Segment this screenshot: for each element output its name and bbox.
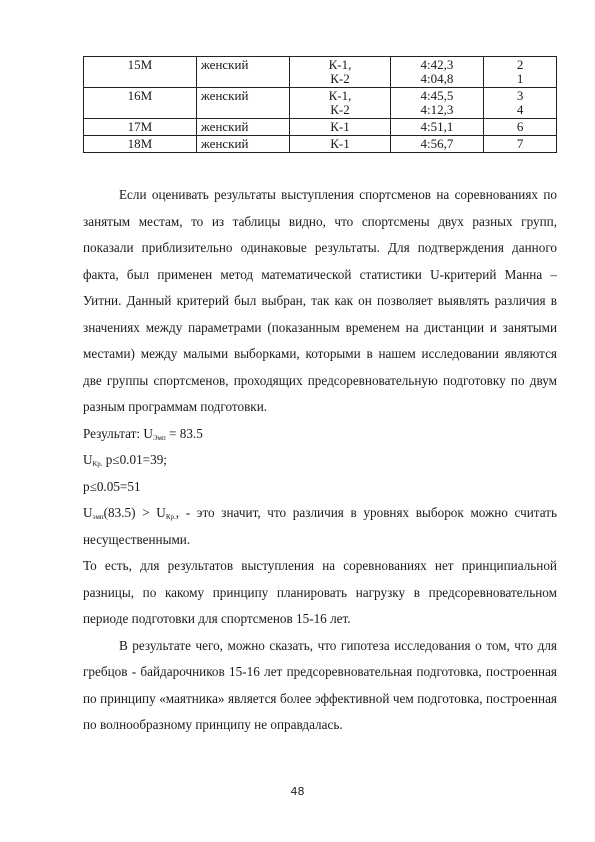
body-text <box>83 182 557 739</box>
table-row <box>84 119 557 136</box>
place-cell <box>484 136 557 153</box>
place-cell-line: 7 <box>516 136 524 151</box>
place-cell <box>484 119 557 136</box>
results-table-body <box>84 57 557 153</box>
place-cell-line: 6 <box>516 119 524 134</box>
paragraph-conclusion-2: В результате чего, можно сказать, что гипотеза исследования о том, что для гребцов - байдарочников 15-16 лет предсоревновательная подготовка, построенная по принципу «маятника» является более эффективной чем подготовка, построенная по волнообразному принципу не оправдалась. <box>83 637 557 732</box>
boat-class-cell-line: К-1 <box>330 136 350 151</box>
place-cell <box>484 88 557 119</box>
time-cell <box>390 88 483 119</box>
boat-class-cell-line: К-2 <box>330 102 350 117</box>
athlete-id-cell: 18М <box>84 136 197 153</box>
sex-cell: женский <box>196 119 289 136</box>
place-cell <box>484 57 557 88</box>
table-row <box>84 136 557 153</box>
boat-class-cell-line: К-2 <box>330 71 350 86</box>
results-table <box>83 56 557 153</box>
comparison-line: $U_{эмп}(83.5) > U_{Кр.}$, - это значит, что различия в уровнях выборок можно считать несущественными. <box>83 505 558 547</box>
place-cell-line: 1 <box>516 71 524 86</box>
time-cell-line: 4:51,1 <box>420 119 454 134</box>
sex-cell: женский <box>196 57 289 88</box>
table-row <box>84 88 557 119</box>
critical-value-005: p≤0.05=51 <box>83 478 141 494</box>
place-cell-line: 2 <box>516 57 524 72</box>
table-row <box>84 57 557 88</box>
boat-class-cell-line: К-1, <box>328 88 352 103</box>
boat-class-cell <box>290 136 391 153</box>
place-cell-line: 4 <box>516 102 524 117</box>
time-cell-line: 4:45,5 <box>420 88 454 103</box>
sex-cell: женский <box>196 136 289 153</box>
boat-class-cell <box>290 88 391 119</box>
time-cell <box>390 57 483 88</box>
time-cell-line: 4:56,7 <box>420 136 454 151</box>
boat-class-cell-line: К-1 <box>330 119 350 134</box>
page-number: 48 <box>290 785 305 798</box>
boat-class-cell <box>290 57 391 88</box>
paragraph-analysis: Если оценивать результаты выступления спортсменов на соревнованиях по занятым местам, то из таблицы видно, что спортсмены двух разных групп, показали приблизительно одинаковые результаты. Для подтверждения данного факта, был применен метод математической статистики U-критерий Манна – Уитни. Данный критерий был выбран, так как он позволяет выявлять различия в значениях между параметрами (показанным временем на дистанции и занятыми местами) между малыми выборками, которыми в нашем исследовании являются две группы спортсменов, проходящих предсоревновательную подготовку по двум разным программам подготовки. <box>83 187 557 414</box>
time-cell-line: 4:42,3 <box>420 57 454 72</box>
time-cell <box>390 119 483 136</box>
athlete-id-cell: 15М <box>84 57 197 88</box>
boat-class-cell <box>290 119 391 136</box>
time-cell-line: 4:12,3 <box>420 102 454 117</box>
boat-class-cell-line: К-1, <box>328 57 352 72</box>
athlete-id-cell: 16М <box>84 88 197 119</box>
paragraph-conclusion-1: То есть, для результатов выступления на соревнованиях нет принципиальной разницы, по какому принципу планировать нагрузку в предсоревновательном периоде подготовки для спортсменов 15-16 лет. <box>83 558 557 626</box>
place-cell-line: 3 <box>516 88 524 103</box>
result-line: Результат: $U_{Эмп} = 83.5$ <box>83 425 203 442</box>
sex-cell: женский <box>196 88 289 119</box>
athlete-id-cell: 17М <box>84 119 197 136</box>
critical-value-001: $U_{Кр.}$ p≤0.01=39; <box>83 452 167 468</box>
time-cell-line: 4:04,8 <box>420 71 454 86</box>
time-cell <box>390 136 483 153</box>
